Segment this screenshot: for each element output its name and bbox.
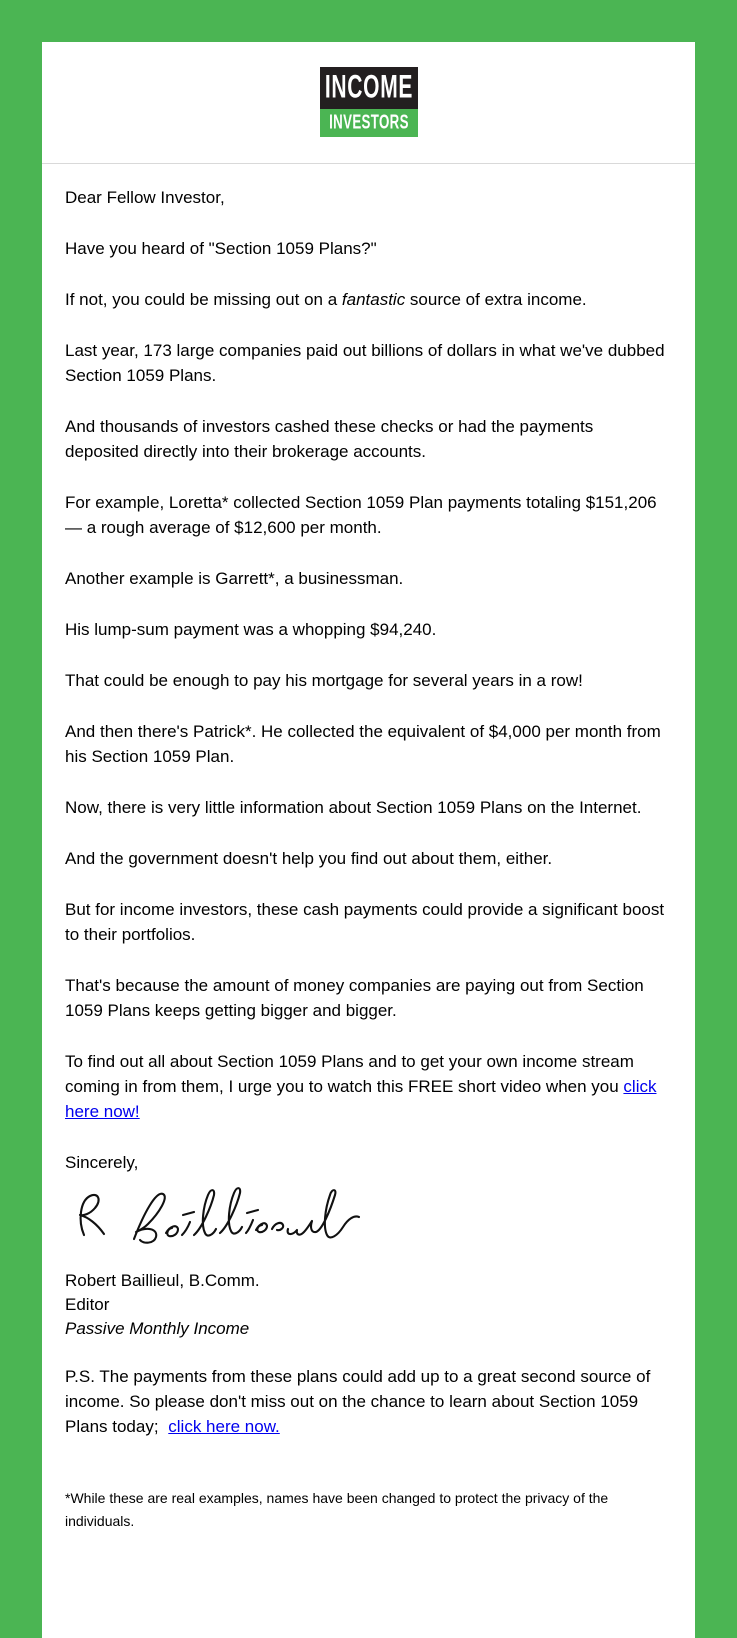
- paragraph-mortgage: That could be enough to pay his mortgage for several years in a row!: [65, 671, 583, 690]
- paragraph-text: P.S. The payments from these plans could add up to a great second source of income. So please don't miss out on the chance to learn about Section 1059 Plans today;: [65, 1367, 651, 1436]
- paragraph-text: To find out all about Section 1059 Plans and to get your own income stream coming in from them, I urge you to watch this FREE short video when you: [65, 1052, 634, 1096]
- closing: Sincerely,: [65, 1153, 139, 1172]
- paragraph-fantastic: [65, 287, 671, 312]
- sender-publication: Passive Monthly Income: [65, 1319, 250, 1338]
- paragraph-ps: [65, 1364, 671, 1439]
- footnote: *While these are real examples, names have been changed to protect the privacy of the individuals.: [65, 1490, 609, 1529]
- salutation: Dear Fellow Investor,: [65, 188, 225, 207]
- income-investors-logo[interactable]: [320, 67, 418, 137]
- paragraph-garrett-example: Another example is Garrett*, a businessman.: [65, 569, 404, 588]
- italic-word-fantastic: fantastic: [341, 290, 406, 309]
- paragraph-loretta-example: For example, Loretta* collected Section 1059 Plan payments totaling $151,206 — a rough average of $12,600 per month.: [65, 493, 657, 537]
- letter-body: [42, 164, 695, 1573]
- signature-image: [70, 1187, 671, 1245]
- sender-block: [65, 1269, 671, 1341]
- paragraph-government: And the government doesn't help you find out about them, either.: [65, 849, 553, 868]
- paragraph-bigger-and-bigger: That's because the amount of money companies are paying out from Section 1059 Plans keeps getting bigger and bigger.: [65, 976, 644, 1020]
- click-here-now-ps-link[interactable]: click here now.: [168, 1417, 280, 1436]
- paragraph-lump-sum: His lump-sum payment was a whopping $94,240.: [65, 620, 437, 639]
- logo-investors-text: INVESTORS: [328, 111, 409, 134]
- sender-title: Editor: [65, 1295, 110, 1314]
- paragraph-text: source of extra income.: [405, 290, 587, 309]
- click-here-now-link[interactable]: click here now!: [65, 1077, 657, 1121]
- logo-income-block: [320, 67, 418, 109]
- paragraph-thousands-of-investors: And thousands of investors cashed these checks or had the payments deposited directly into their brokerage accounts.: [65, 417, 594, 461]
- paragraph-last-year: Last year, 173 large companies paid out billions of dollars in what we've dubbed Section 1059 Plans.: [65, 341, 665, 385]
- paragraph-cta: [65, 1049, 671, 1124]
- paragraph-little-information: Now, there is very little information about Section 1059 Plans on the Internet.: [65, 798, 642, 817]
- email-content-card: [42, 42, 695, 1638]
- sender-name: Robert Baillieul, B.Comm.: [65, 1271, 260, 1290]
- email-header: [42, 42, 695, 164]
- paragraph-patrick-example: And then there's Patrick*. He collected the equivalent of $4,000 per month from his Section 1059 Plan.: [65, 722, 661, 766]
- paragraph-have-you-heard: Have you heard of "Section 1059 Plans?": [65, 239, 377, 258]
- paragraph-income-investors-boost: But for income investors, these cash payments could provide a significant boost to their portfolios.: [65, 900, 665, 944]
- paragraph-text: If not, you could be missing out on a: [65, 290, 342, 309]
- logo-investors-block: [320, 109, 418, 137]
- logo-income-text: INCOME: [324, 69, 413, 106]
